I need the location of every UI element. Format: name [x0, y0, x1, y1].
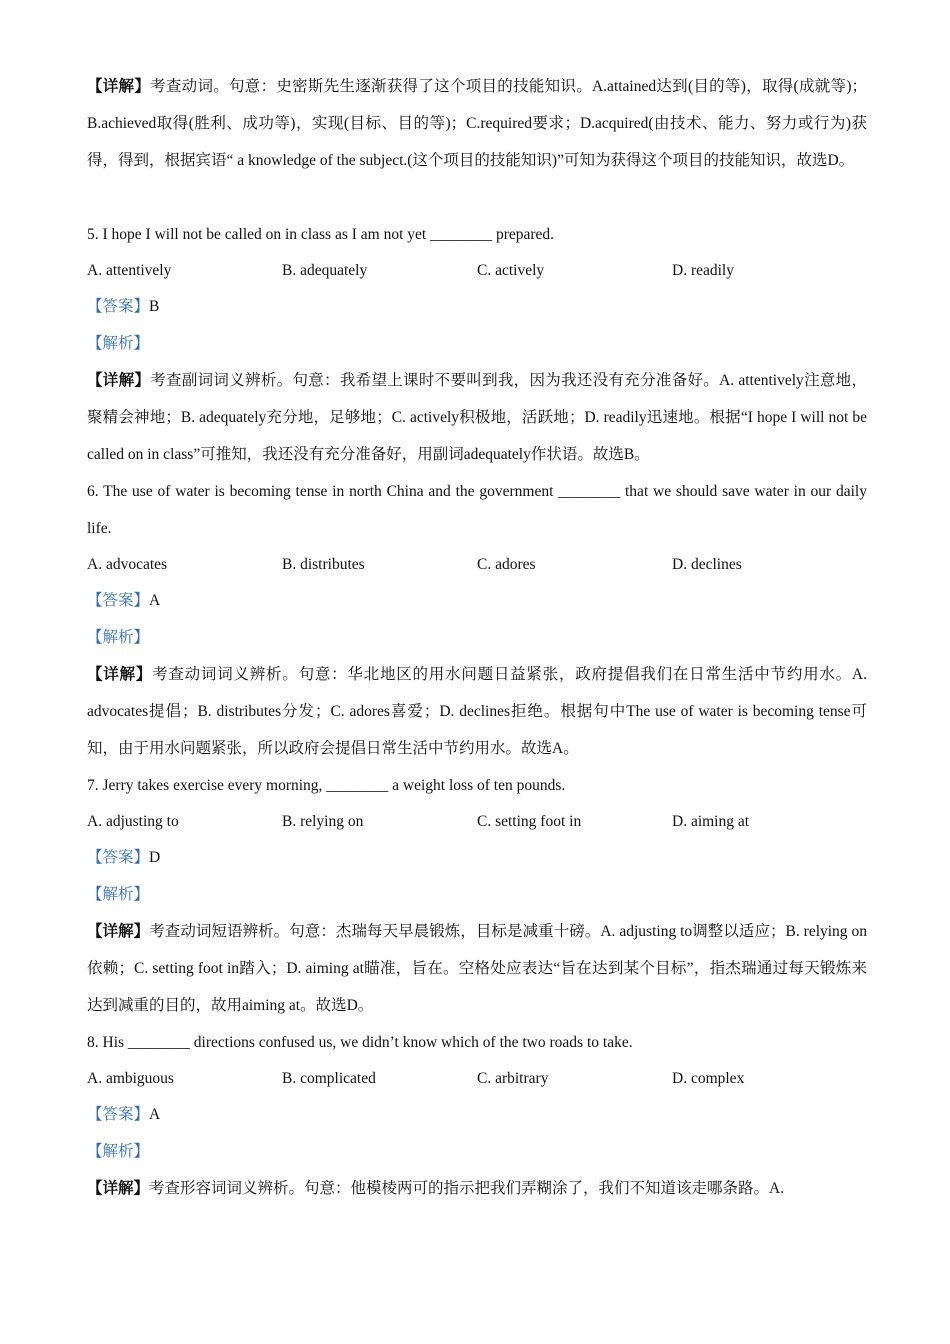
option-c: C. actively [477, 262, 545, 279]
answer-line [87, 288, 867, 325]
question-stem: 5. I hope I will not be called on in class as I am not yet ________ prepared. [87, 226, 555, 243]
option-a: A. attentively [87, 262, 172, 279]
detail-text: 考查动词短语辨析。句意：杰瑞每天早晨锻炼，目标是减重十磅。A. adjusting to调整以适应；B. relying on依赖；C. setting foot in踏入；D. aiming at瞄准，旨在。空格处应表达“旨在达到某个目标”，指杰瑞通过每天锻炼来达到减重的目的，故用aiming at。故选D。 [87, 923, 867, 1014]
detail-label: 【详解】 [87, 78, 151, 95]
option-d: D. readily [672, 262, 734, 279]
option-b: B. distributes [282, 556, 365, 573]
option-a: A. adjusting to [87, 813, 179, 830]
q7-detail [87, 913, 867, 1024]
options-row [87, 1061, 867, 1096]
q4-detail [87, 68, 867, 216]
q8-detail [87, 1170, 867, 1207]
detail-text: 考查副词词义辨析。句意：我希望上课时不要叫到我，因为我还没有充分准备好。A. attentively注意地，聚精会神地；B. adequately充分地，足够地；C. actively积极地，活跃地；D. readily迅速地。根据“I hope I will not be called on in class”可推知，我还没有充分准备好，用副词adequately作状语。故选B。 [87, 372, 867, 463]
option-b: B. adequately [282, 262, 368, 279]
answer-label: 【答案】 [87, 849, 150, 866]
answer-value: A [149, 1106, 161, 1123]
detail-text: 考查形容词词义辨析。句意：他模棱两可的指示把我们弄糊涂了，我们不知道该走哪条路。A. [149, 1180, 785, 1197]
detail-text: 考查动词。句意：史密斯先生逐渐获得了这个项目的技能知识。A.attained达到(目的等)，取得(成就等)；B.achieved取得(胜利、成功等)，实现(目标、目的等)；C.required要求；D.acquired(由技术、能力、努力或行为)获得，得到，根据宾语“ a knowledge of the subject.(这个项目的技能知识)”可知为获得这个项目的技能知识，故选D。 [87, 78, 867, 169]
option-b: B. complicated [282, 1070, 376, 1087]
options-row [87, 253, 867, 288]
option-b: B. relying on [282, 813, 364, 830]
question-stem: 7. Jerry takes exercise every morning, ________ a weight loss of ten pounds. [87, 777, 566, 794]
analysis-label: 【解析】 [87, 1143, 150, 1160]
option-a: A. ambiguous [87, 1070, 174, 1087]
option-c: C. setting foot in [477, 813, 582, 830]
options-row [87, 547, 867, 582]
answer-label: 【答案】 [87, 298, 150, 315]
option-c: C. arbitrary [477, 1070, 549, 1087]
options-row [87, 804, 867, 839]
option-c: C. adores [477, 556, 536, 573]
detail-label: 【详解】 [87, 372, 151, 389]
answer-value: D [149, 849, 161, 866]
answer-line [87, 582, 867, 619]
detail-label: 【详解】 [87, 666, 153, 683]
answer-line [87, 839, 867, 876]
detail-label: 【详解】 [87, 923, 150, 940]
answer-value: B [149, 298, 160, 315]
q5-detail [87, 362, 867, 473]
question-stem: 8. His ________ directions confused us, we didn’t know which of the two roads to take. [87, 1034, 633, 1051]
q6-detail [87, 656, 867, 767]
analysis-label: 【解析】 [87, 886, 150, 903]
document-page [87, 68, 867, 1207]
option-d: D. declines [672, 556, 742, 573]
analysis-label: 【解析】 [87, 335, 150, 352]
option-d: D. aiming at [672, 813, 750, 830]
detail-text: 考查动词词义辨析。句意：华北地区的用水问题日益紧张，政府提倡我们在日常生活中节约用水。A. advocates提倡；B. distributes分发；C. adores喜爱；D. declines拒绝。根据句中The use of water is becoming tense可知，由于用水问题紧张，所以政府会提倡日常生活中节约用水。故选A。 [87, 666, 867, 757]
question-stem: 6. The use of water is becoming tense in north China and the government ________ that we should save water in our daily life. [87, 483, 867, 537]
option-d: D. complex [672, 1070, 745, 1087]
answer-line [87, 1096, 867, 1133]
option-a: A. advocates [87, 556, 168, 573]
detail-label: 【详解】 [87, 1180, 150, 1197]
answer-label: 【答案】 [87, 1106, 150, 1123]
analysis-label: 【解析】 [87, 629, 150, 646]
answer-label: 【答案】 [87, 592, 150, 609]
answer-value: A [149, 592, 161, 609]
